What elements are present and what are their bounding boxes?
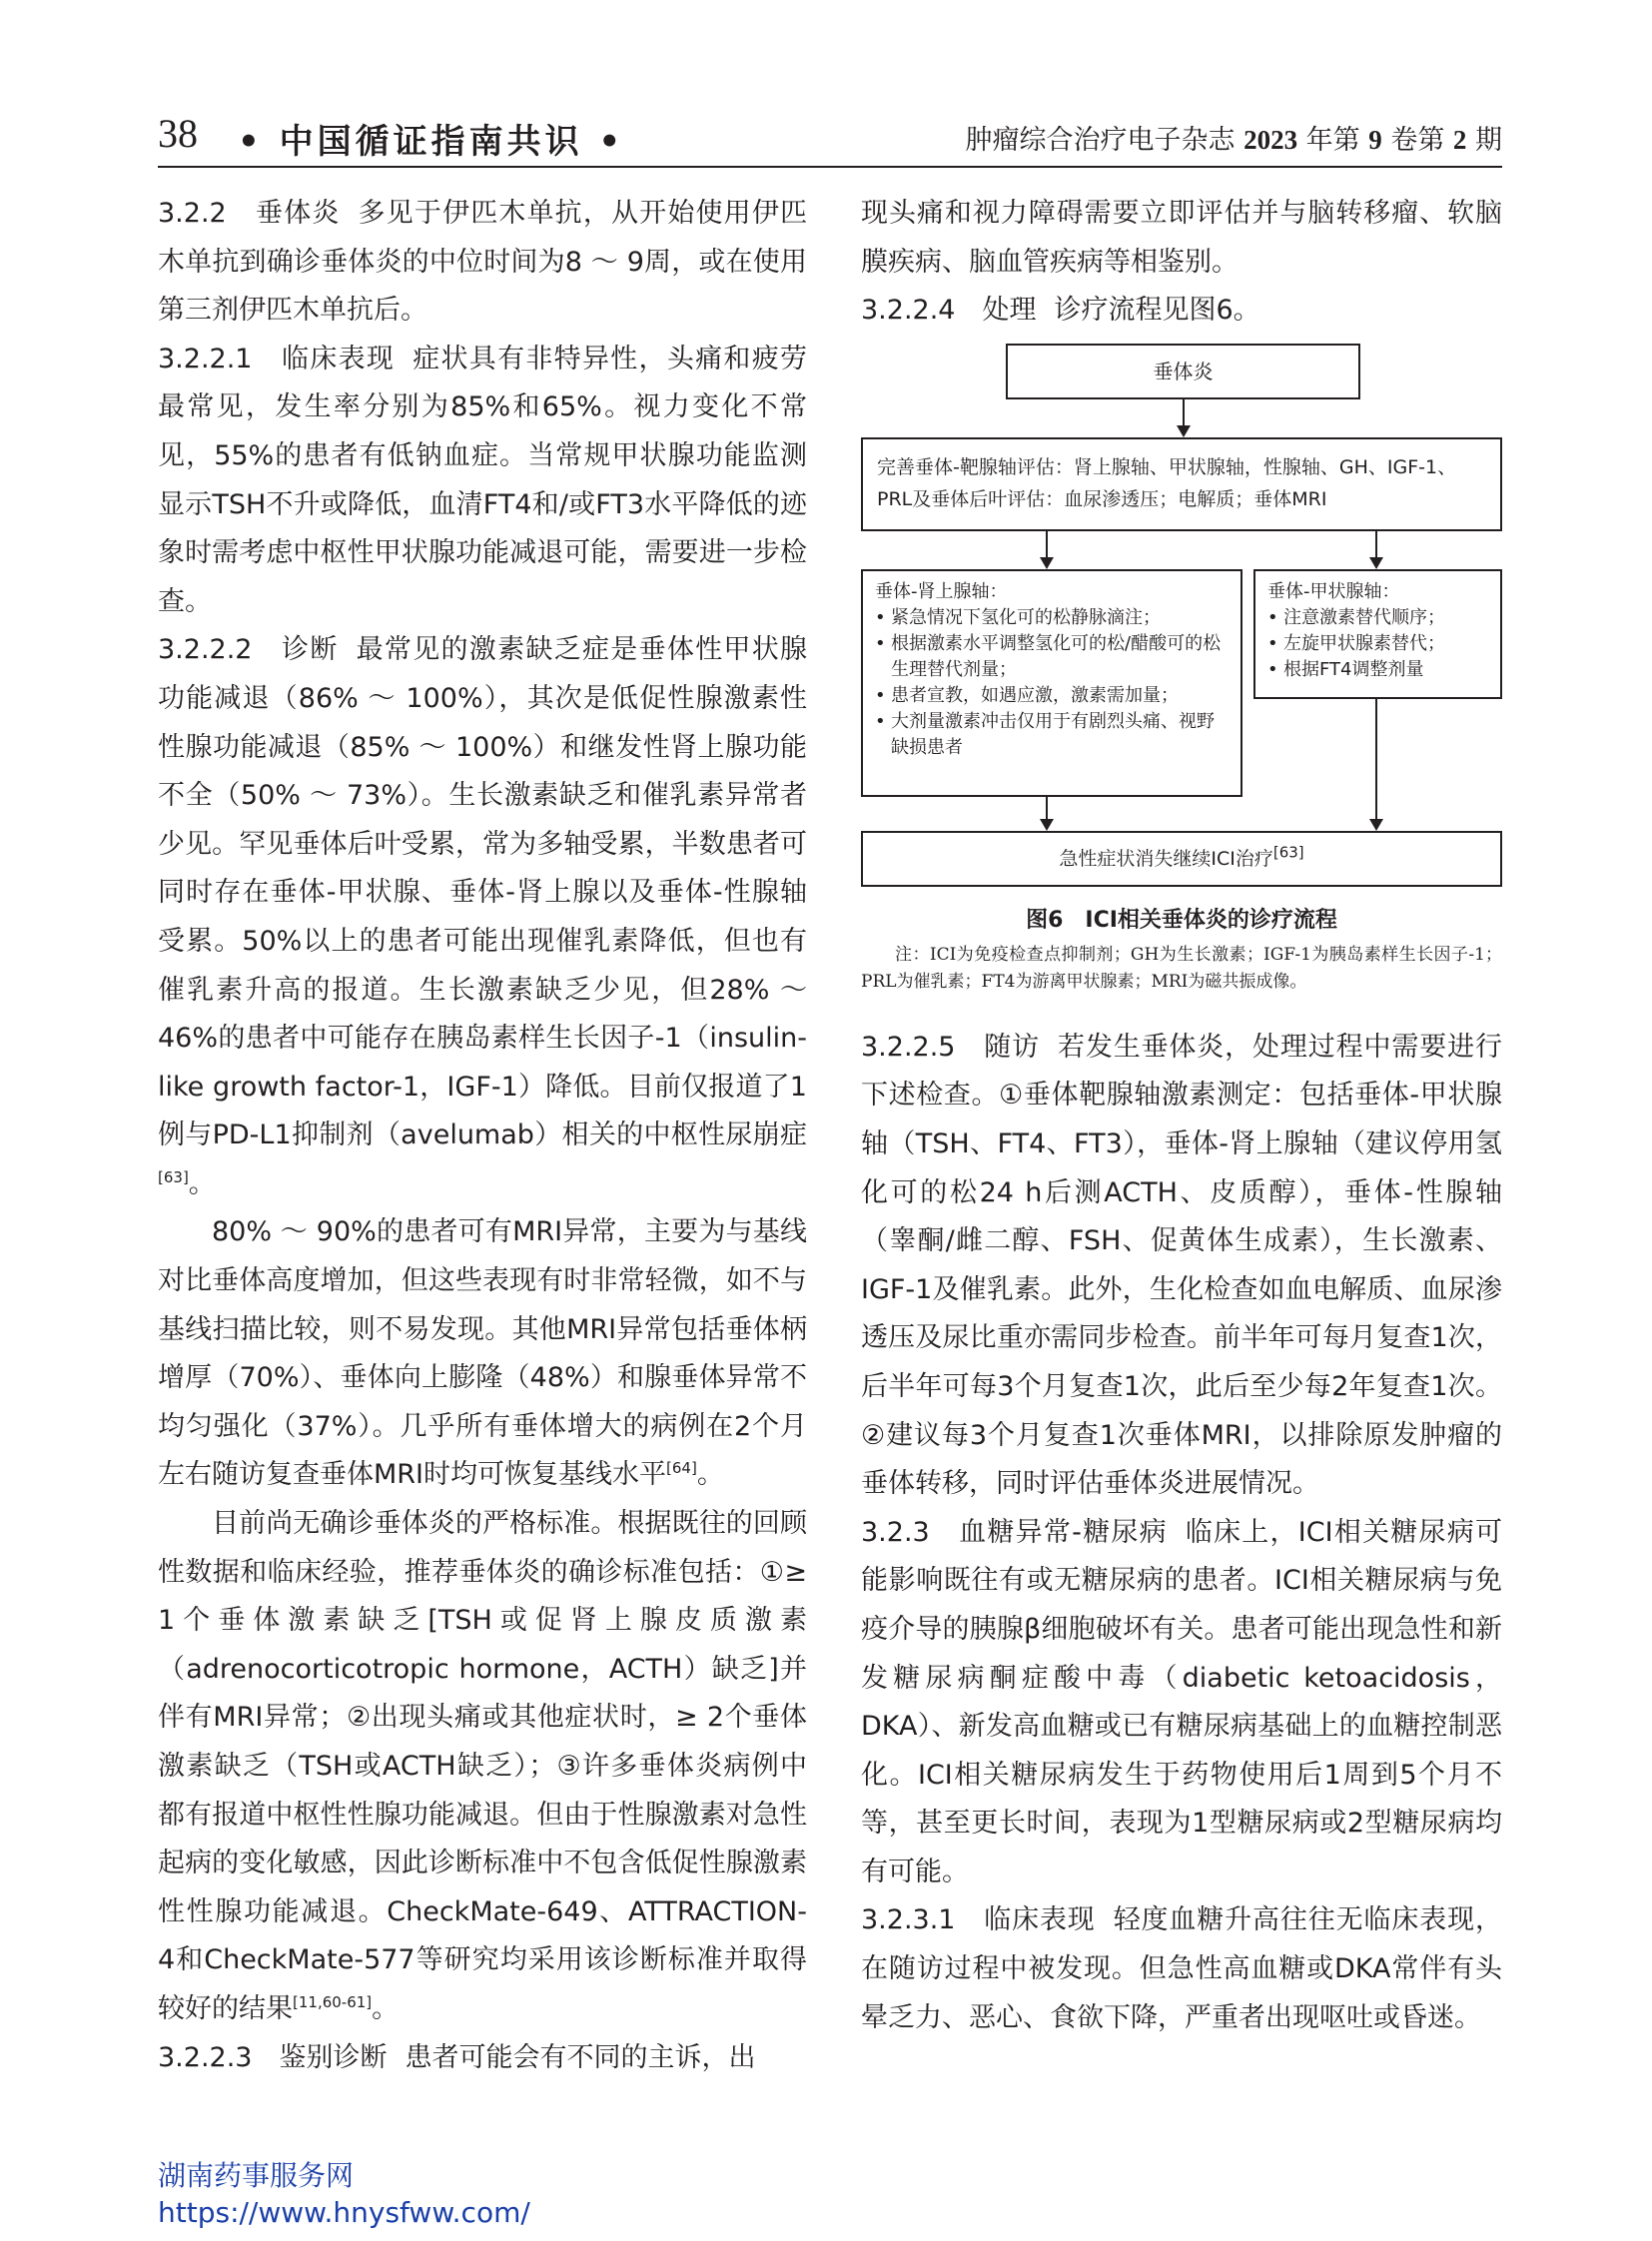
flow-node-evaluation: 完善垂体-靶腺轴评估：肾上腺轴、甲状腺轴，性腺轴、GH、IGF-1、PRL及垂体后叶评估：血尿渗透压；电解质；垂体MRI [861,437,1502,531]
citation: [63] [158,1167,189,1186]
section-heading: 3.2.3.1 临床表现 [861,1904,1096,1936]
flow-arrow [1046,531,1048,567]
section-heading: 3.2.3 血糖异常-糖尿病 [861,1516,1168,1548]
paragraph: 3.2.2.1 临床表现 症状具有非特异性，头痛和疲劳最常见，发生率分别为85%和65%。视力变化不常见，55%的患者有低钠血症。当常规甲状腺功能监测显示TSH不升或降低，血清FT4和/或FT3水平降低的迹象时需考虑中枢性甲状腺功能减退可能，需要进一步检查。 [158,343,808,617]
paragraph: 3.2.2.4 处理 诊疗流程见图6。 [861,295,1260,327]
paragraph: 3.2.3.1 临床表现 轻度血糖升高往往无临床表现，在随访过程中被发现。但急性高血糖或DKA常伴有头晕乏力、恶心、食欲下降，严重者出现呕吐或昏迷。 [861,1904,1502,2033]
section-heading: 3.2.2 垂体炎 [158,198,341,229]
paragraph: 3.2.3 血糖异常-糖尿病 临床上，ICI相关糖尿病可能影响既往有或无糖尿病的患者。ICI相关糖尿病与免疫介导的胰腺β细胞破坏有关。患者可能出现急性和新发糖尿病酮症酸中毒（diabetic ketoacidosis，DKA）、新发高血糖或已有糖尿病基础上的血糖控制恶化。ICI相关糖尿病发生于药物使用后1周到5个月不等，甚至更长时间，表现为1型糖尿病或2型糖尿病均有可能。 [861,1516,1502,1887]
figure-caption: 图6 ICI相关垂体炎的诊疗流程 [1026,907,1337,933]
watermark-name: 湖南药事服务网 [158,2159,355,2192]
section-heading: 3.2.2.3 鉴别诊断 [158,2041,388,2073]
flow-arrow [1046,797,1048,829]
figure-note: 注：ICI为免疫检查点抑制剂；GH为生长激素；IGF-1为胰岛素样生长因子-1；PRL为催乳素；FT4为游离甲状腺素；MRI为磁共振成像。 [861,944,1502,992]
paragraph: 3.2.2.5 随访 若发生垂体炎，处理过程中需要进行下述检查。①垂体靶腺轴激素测定：包括垂体-甲状腺轴（TSH、FT4、FT3），垂体-肾上腺轴（建议停用氢化可的松24 h后测ACTH、皮质醇），垂体-性腺轴（睾酮/雌二醇、FSH、促黄体生成素），生长激素、IGF-1及催乳素。此外，生化检查如血电解质、血尿渗透压及尿比重亦需同步检查。前半年可每月复查1次，后半年可每3个月复查1次，此后至少每2年复查1次。②建议每3个月复查1次垂体MRI，以排除原发肿瘤的垂体转移，同时评估垂体炎进展情况。 [861,1031,1503,1500]
list-item: • 根据激素水平调整氢化可的松/醋酸可的松生理替代剂量； [891,631,1229,683]
section-heading: 3.2.2.1 临床表现 [158,343,396,374]
flow-arrow [1375,699,1377,829]
paragraph: 现头痛和视力障碍需要立即评估并与脑转移瘤、软脑膜疾病、脑血管疾病等相鉴别。 [861,198,1502,278]
section-heading: 3.2.2.5 随访 [861,1031,1040,1063]
journal-citation: 肿瘤综合治疗电子杂志 2023 年第 9 卷第 2 期 [965,125,1502,156]
flow-node-list [875,605,1229,761]
paragraph: 3.2.2.2 诊断 最常见的激素缺乏症是垂体性甲状腺功能减退（86% ～ 100%），其次是低促性腺激素性性腺功能减退（85% ～ 100%）和继发性肾上腺功能不全（50% ～ 73%）。生长激素缺乏和催乳素异常者少见。罕见垂体后叶受累，常为多轴受累，半数患者可同时存在垂体-甲状腺、垂体-肾上腺以及垂体-性腺轴受累。50%以上的患者可能出现催乳素降低，但也有催乳素升高的报道。生长激素缺乏少见，但28% ～ 46%的患者中可能存在胰岛素样生长因子-1（insulin-like growth factor-1，IGF-1）降低。目前仅报道了1例与PD-L1抑制剂（avelumab）相关的中枢性尿崩症[63]。 [158,634,807,1199]
list-item: • 注意激素替代顺序； [1283,605,1488,631]
left-column [158,190,807,2082]
flow-node-list [1267,605,1488,683]
citation: [64] [666,1459,697,1478]
paragraph: 80% ～ 90%的患者可有MRI异常，主要为与基线对比垂体高度增加，但这些表现有时非常轻微，如不与基线扫描比较，则不易发现。其他MRI异常包括垂体柄增厚（70%）、垂体向上膨隆（48%）和腺垂体异常不均匀强化（37%）。几乎所有垂体增大的病例在2个月左右随访复查垂体MRI时均可恢复基线水平[64]。 [158,1216,807,1491]
flow-node-adrenal-axis [861,569,1242,797]
header-rule [158,166,1502,168]
page-header [158,110,1502,160]
list-item: • 左旋甲状腺素替代； [1283,631,1488,657]
list-item: • 紧急情况下氢化可的松静脉滴注； [891,605,1229,631]
watermark [158,2157,530,2231]
flow-node-hypophysitis: 垂体炎 [1006,344,1360,399]
flow-node-thyroid-axis [1253,569,1502,699]
section-heading: 3.2.2.4 处理 [861,295,1037,327]
list-item: • 大剂量激素冲击仅用于有剧烈头痛、视野缺损患者 [891,709,1229,761]
flow-arrow [1183,399,1185,435]
list-item: • 患者宣教，如遇应激，激素需加量； [891,683,1229,709]
flow-node-title: 垂体-肾上腺轴： [875,580,1008,602]
paragraph: 3.2.2.3 鉴别诊断 患者可能会有不同的主诉，出 [158,2041,756,2073]
flow-node-title: 垂体-甲状腺轴： [1267,580,1400,602]
paragraph: 目前尚无确诊垂体炎的严格标准。根据既往的回顾性数据和临床经验，推荐垂体炎的确诊标准包括：①≥ 1个垂体激素缺乏[TSH或促肾上腺皮质激素（adrenocorticotropic hormone，ACTH）缺乏]并伴有MRI异常；②出现头痛或其他症状时，≥ 2个垂体激素缺乏（TSH或ACTH缺乏）；③许多垂体炎病例中都有报道中枢性性腺功能减退。但由于性腺激素对急性起病的变化敏感，因此诊断标准中不包含低促性腺激素性性腺功能减退。CheckMate-649、ATTRACTION-4和CheckMate-577等研究均采用该诊断标准并取得较好的结果[11,60-61]。 [158,1508,807,2024]
right-column [861,190,1502,2042]
flow-node-continue-ici: 急性症状消失继续ICI治疗[63] [861,831,1502,887]
list-item: • 根据FT4调整剂量 [1283,657,1488,683]
page-number: 38 [158,111,198,156]
section-banner: • 中国循证指南共识 • [238,122,625,162]
paragraph: 3.2.2 垂体炎 多见于伊匹木单抗，从开始使用伊匹木单抗到确诊垂体炎的中位时间为8 ～ 9周，或在使用第三剂伊匹木单抗后。 [158,198,808,327]
citation: [63] [1272,843,1304,862]
section-heading: 3.2.2.2 诊断 [158,634,339,666]
flow-arrow [1375,531,1377,567]
watermark-url[interactable]: https://www.hnysfww.com/ [158,2196,530,2229]
citation: [11,60-61] [293,1992,373,2011]
flowchart [861,344,1502,870]
